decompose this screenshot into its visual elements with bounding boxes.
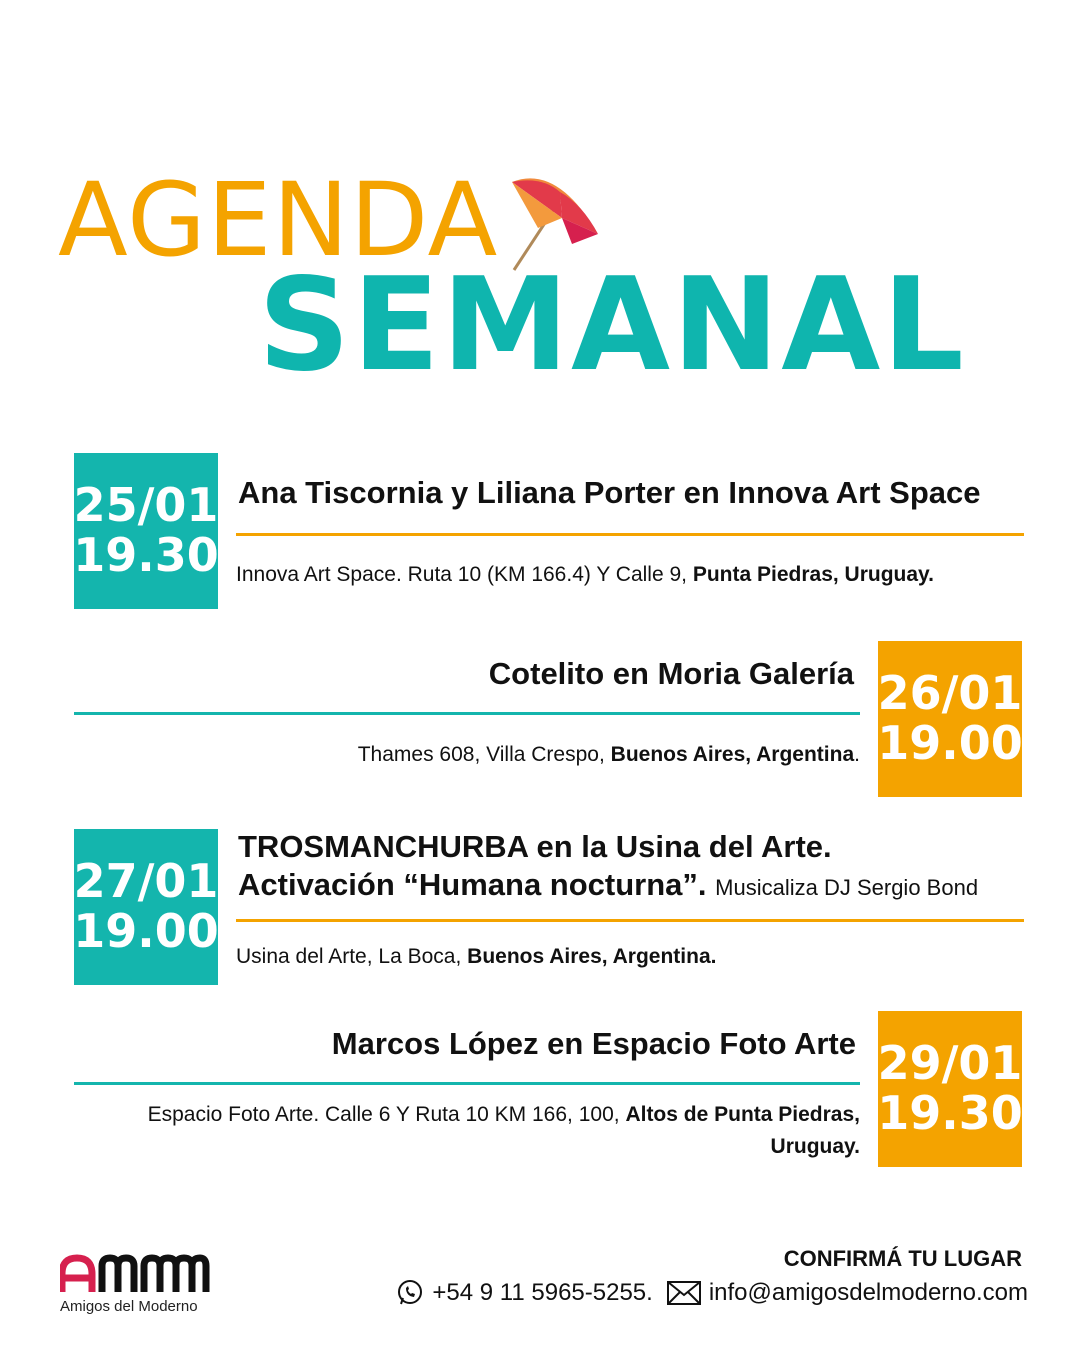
address-text: Usina del Arte, La Boca, [236, 945, 462, 968]
event-2-divider [74, 712, 860, 715]
address-location: Punta Piedras, Uruguay. [692, 563, 935, 586]
address-text: Innova Art Space. Ruta 10 (KM 166.4) Y Calle 9, [236, 563, 687, 586]
address-location: Buenos Aires, Argentina [610, 743, 855, 766]
event-date: 27/01 [73, 854, 219, 909]
title-agenda: AGENDA [58, 161, 499, 280]
address-text: Espacio Foto Arte. Calle 6 Y Ruta 10 KM 166, 100, [147, 1103, 620, 1126]
event-4-address [90, 1099, 860, 1162]
event-date: 29/01 [877, 1036, 1023, 1091]
amigos-del-moderno-logo [60, 1254, 210, 1294]
event-2-date-box [878, 641, 1022, 797]
event-2-address [200, 739, 860, 771]
address-location-line2: Uruguay. [770, 1134, 860, 1158]
event-date: 26/01 [877, 666, 1023, 721]
email-link[interactable]: info@amigosdelmoderno.com [708, 1279, 1028, 1306]
address-end: . [854, 743, 860, 766]
event-1-title: Ana Tiscornia y Liliana Porter en Innova Art Space [238, 475, 981, 510]
event-time: 19.00 [73, 904, 219, 958]
event-3-divider [236, 919, 1024, 922]
whatsapp-icon [396, 1279, 424, 1307]
logo-caption: Amigos del Moderno [60, 1298, 198, 1315]
contact-row [362, 1279, 1028, 1307]
title-line2-text: Activación “Humana nocturna”. [238, 867, 707, 902]
event-1-date-box [74, 453, 218, 609]
event-time: 19.30 [877, 1086, 1023, 1140]
phone-link[interactable]: +54 9 11 5965-5255. [432, 1279, 653, 1306]
event-time: 19.00 [877, 716, 1023, 770]
event-1-address [236, 559, 934, 591]
event-1-divider [236, 533, 1024, 536]
event-3-address [236, 941, 716, 973]
title-semanal: SEMANAL [258, 251, 966, 400]
event-3-title: TROSMANCHURBA en la Usina del Arte. [238, 829, 832, 864]
event-time: 19.30 [73, 528, 219, 582]
confirm-heading: CONFIRMÁ TU LUGAR [783, 1246, 1022, 1271]
event-3-date-box [74, 829, 218, 985]
mail-icon [667, 1281, 701, 1305]
event-date: 25/01 [73, 478, 219, 533]
event-3-subtitle: Musicaliza DJ Sergio Bond [715, 875, 979, 900]
address-text: Thames 608, Villa Crespo, [357, 743, 605, 766]
event-4-title: Marcos López en Espacio Foto Arte [331, 1026, 856, 1061]
address-location: Buenos Aires, Argentina. [467, 945, 717, 968]
event-2-title: Cotelito en Moria Galería [488, 656, 854, 691]
address-location: Altos de Punta Piedras, [625, 1103, 860, 1126]
event-4-date-box [878, 1011, 1022, 1167]
event-4-divider [74, 1082, 860, 1085]
event-3-title-line2 [238, 866, 978, 903]
